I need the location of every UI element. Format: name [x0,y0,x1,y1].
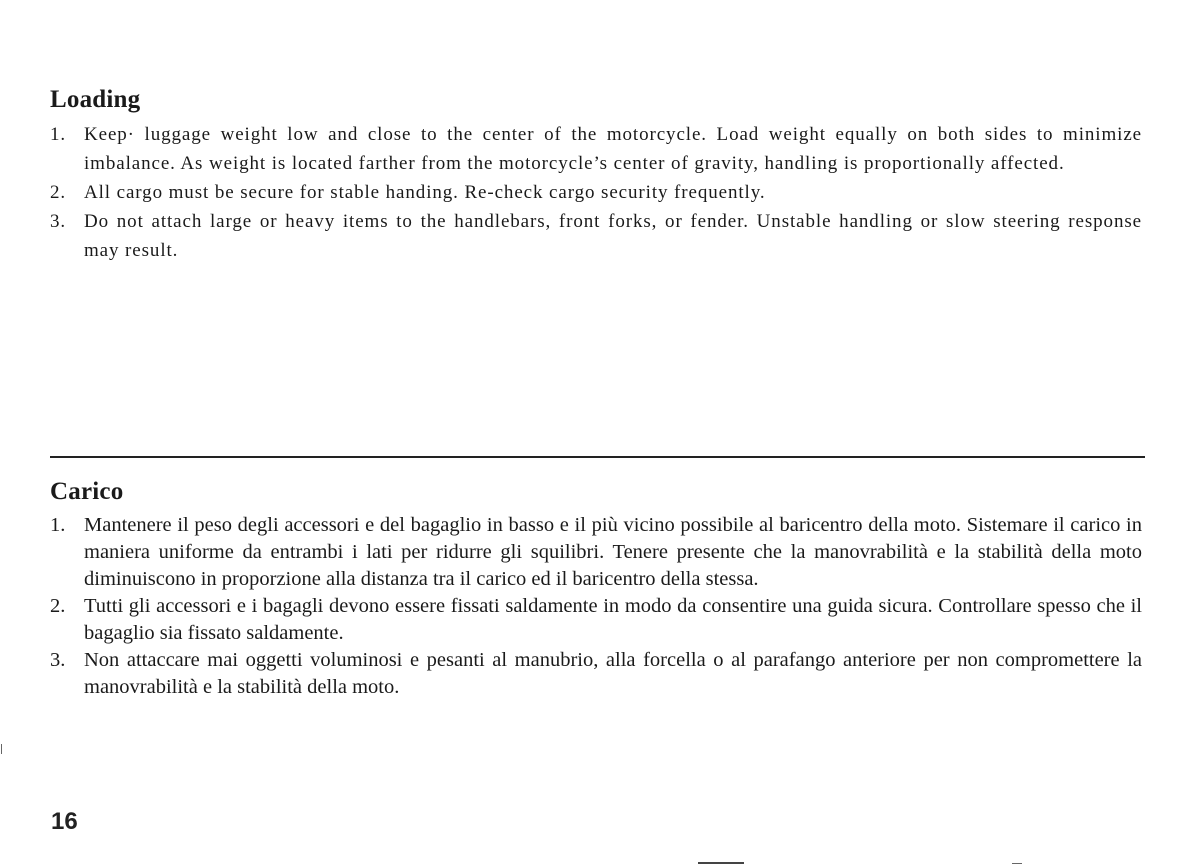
list-item [50,512,1142,593]
carico-list [50,512,1142,701]
item-text: Mantenere il peso degli accessori e del bagaglio in basso e il più vicino possibile al baricentro della moto. Sistemare il carico in maniera uniforme da entrambi i lati per ridurre gli squilibri. Tenere presente che la manovrabilità e la stabilità della moto diminuiscono in proporzione alla distanza tra il carico ed il baricentro della stessa. [84,514,1142,590]
item-number: 1. [50,124,67,145]
section-divider [50,456,1145,458]
item-text: All cargo must be secure for stable handing. Re-check cargo security frequently. [84,182,766,203]
item-number: 2. [50,182,67,203]
section-heading-loading: Loading [50,86,141,113]
section-heading-carico: Carico [50,478,124,505]
item-text: Do not attach large or heavy items to the handlebars, front forks, or fender. Unstable handling or slow steering response may result. [84,211,1142,261]
item-text: Non attaccare mai oggetti voluminosi e pesanti al manubrio, alla forcella o al parafango anteriore per non compromettere la manovrabilità e la stabilità della moto. [84,649,1142,698]
list-item [50,647,1142,701]
carico-section [50,478,1142,701]
list-item [50,207,1142,265]
item-text: Tutti gli accessori e i bagagli devono essere fissati saldamente in modo da consentire una guida sicura. Controllare spesso che il bagaglio sia fissato saldamente. [84,595,1142,644]
scan-bottom-mark [698,862,744,864]
list-item [50,178,1142,207]
item-number: 1. [50,514,66,536]
item-number: 2. [50,595,66,617]
item-number: 3. [50,649,66,671]
scan-bottom-mark [1012,863,1022,864]
loading-section [50,86,1142,265]
loading-list [50,120,1142,265]
page-number: 16 [51,808,78,835]
item-number: 3. [50,211,67,232]
item-text: Keep· luggage weight low and close to the center of the motorcycle. Load weight equally on both sides to minimize imbalance. As weight is located farther from the motorcycle’s center of gravity, handling is proportionally affected. [84,124,1142,174]
scan-margin-mark [1,744,2,754]
list-item [50,120,1142,178]
list-item [50,593,1142,647]
